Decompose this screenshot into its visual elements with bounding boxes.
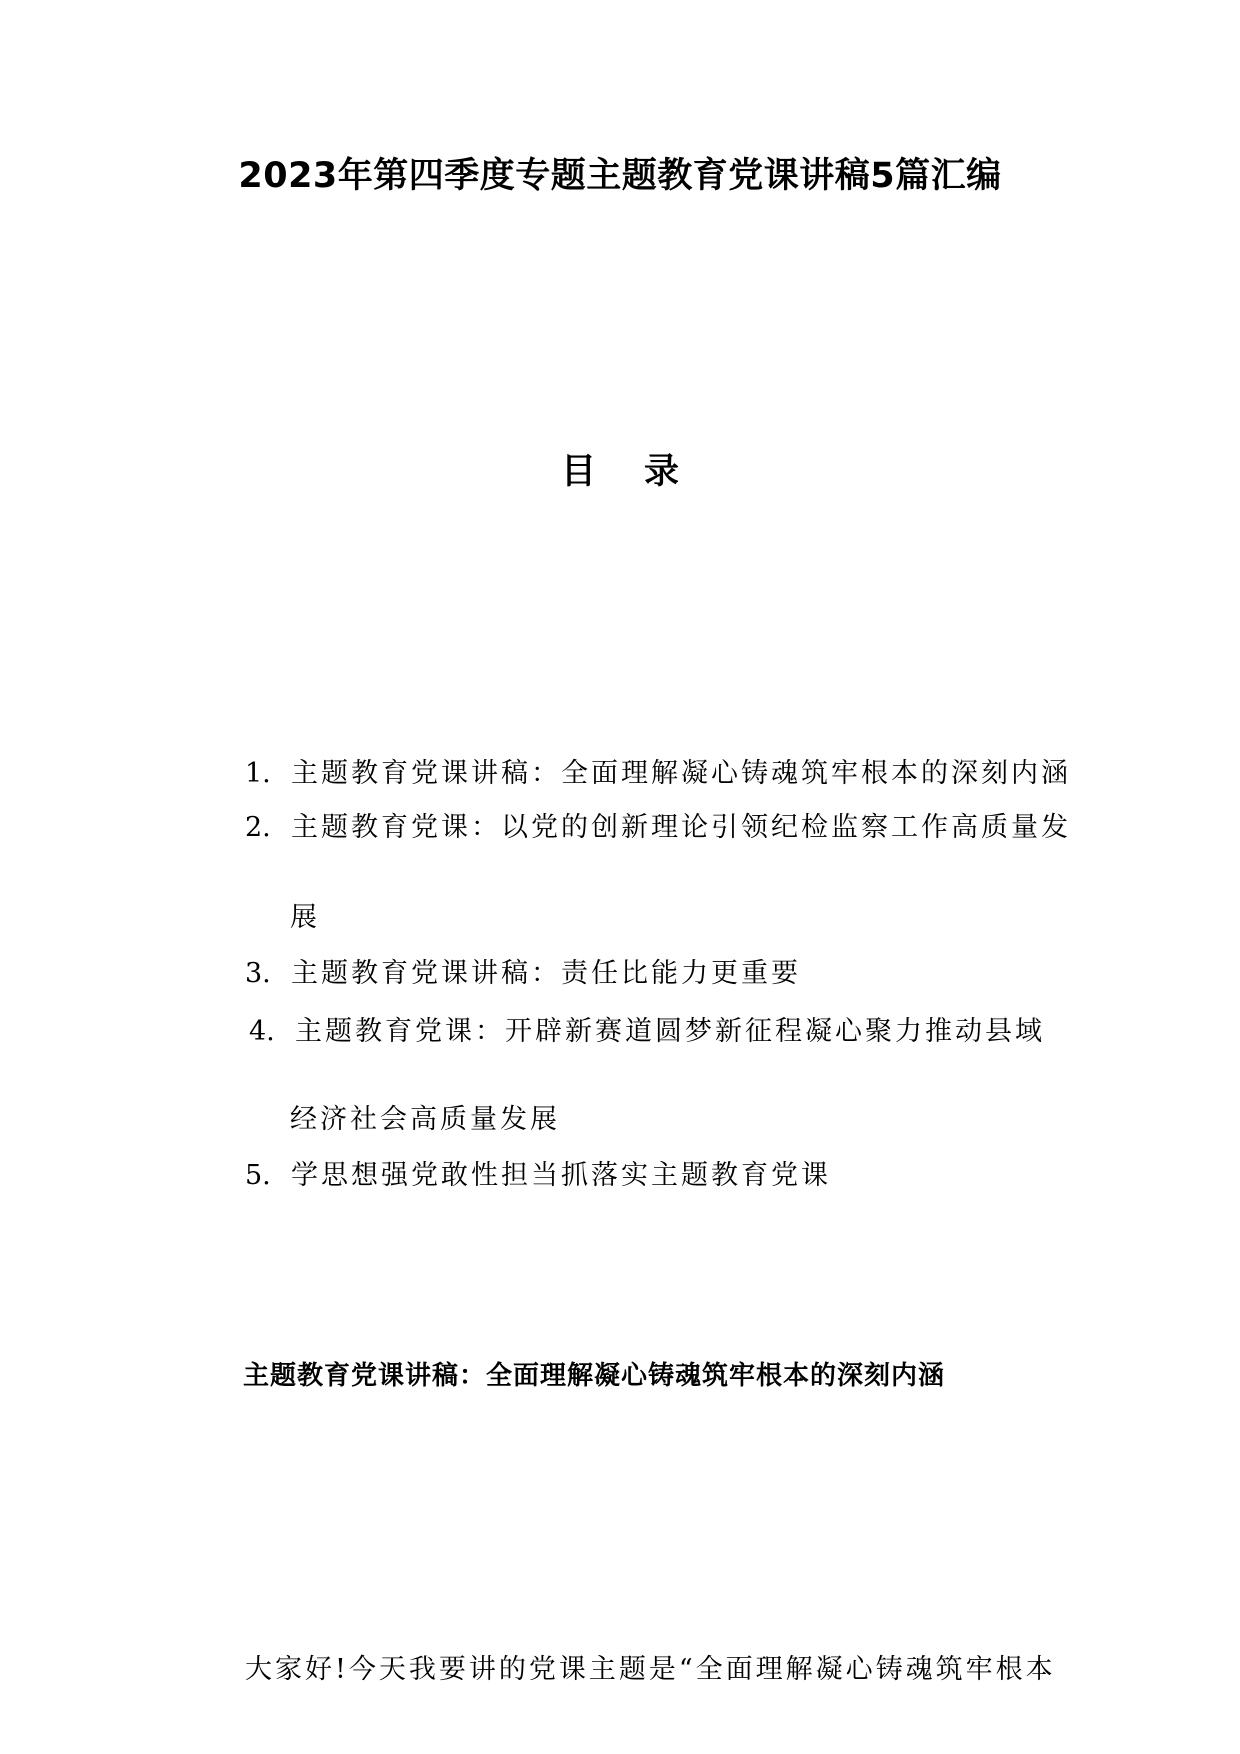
toc-item-text: 主题教育党课讲稿：全面理解凝心铸魂筑牢根本的深刻内涵	[291, 758, 1071, 789]
toc-item-3	[245, 954, 801, 994]
toc-item-5	[245, 1156, 831, 1196]
toc-item-1	[245, 754, 1071, 794]
toc-item-4	[249, 1012, 1045, 1052]
document-title: 2023年第四季度专题主题教育党课讲稿5篇汇编	[238, 156, 1002, 196]
toc-item-2-continuation: 展	[290, 902, 320, 933]
section-title: 主题教育党课讲稿：全面理解凝心铸魂筑牢根本的深刻内涵	[243, 1361, 946, 1391]
toc-item-number: 3.	[245, 958, 271, 989]
toc-item-number: 4.	[249, 1016, 275, 1047]
toc-item-number: 2.	[245, 812, 271, 843]
toc-item-2	[245, 808, 1071, 848]
toc-item-number: 5.	[245, 1160, 271, 1191]
toc-item-text: 学思想强党敢性担当抓落实主题教育党课	[291, 1160, 831, 1191]
toc-item-text: 主题教育党课：开辟新赛道圆梦新征程凝心聚力推动县域	[295, 1016, 1045, 1047]
toc-item-number: 1.	[245, 758, 271, 789]
toc-item-text: 主题教育党课讲稿：责任比能力更重要	[291, 958, 801, 989]
toc-item-4-continuation: 经济社会高质量发展	[290, 1104, 560, 1135]
toc-item-text: 主题教育党课：以党的创新理论引领纪检监察工作高质量发	[291, 812, 1071, 843]
toc-heading: 目录	[560, 452, 727, 492]
body-paragraph: 大家好!今天我要讲的党课主题是“全面理解凝心铸魂筑牢根本	[245, 1654, 1056, 1685]
